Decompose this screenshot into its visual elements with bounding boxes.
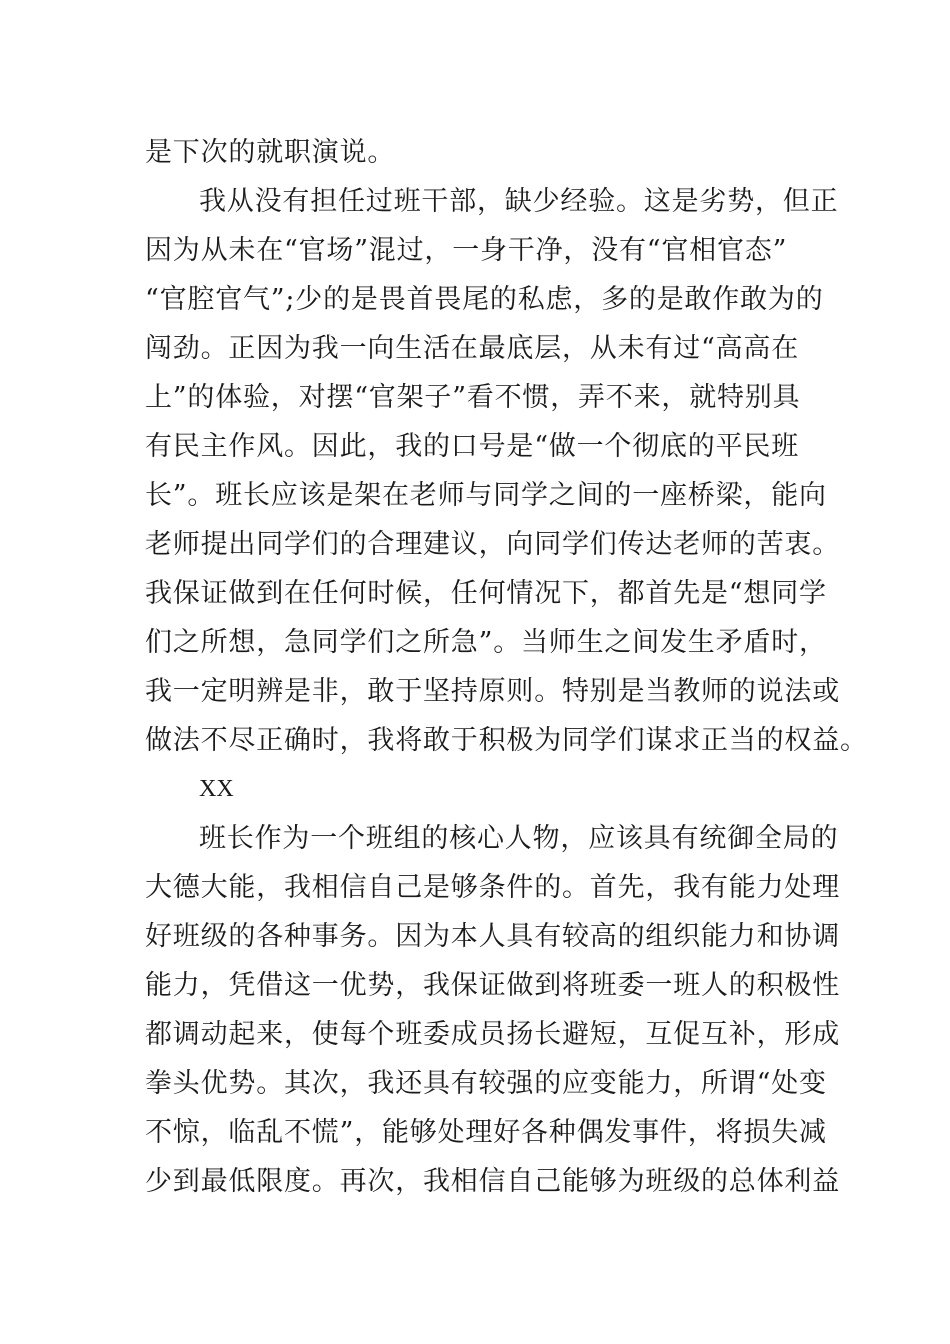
text-line: 我一定明辨是非，敢于坚持原则。特别是当教师的说法或 (145, 676, 840, 707)
section-marker: XX (199, 776, 234, 802)
text-line: 是下次的就职演说。 (145, 137, 396, 168)
text-line: 有民主作风。因此，我的口号是“做一个彻底的平民班 (145, 431, 800, 462)
text-line: 大德大能，我相信自己是够条件的。首先，我有能力处理 (145, 872, 840, 903)
text-line: 因为从未在“官场”混过，一身干净，没有“官相官态” (145, 235, 788, 266)
text-line: 闯劲。正因为我一向生活在最底层，从未有过“高高在 (145, 333, 800, 364)
text-line: 做法不尽正确时，我将敢于积极为同学们谋求正当的权益。 (145, 725, 868, 756)
text-line: 都调动起来，使每个班委成员扬长避短，互促互补，形成 (145, 1019, 840, 1050)
text-line: 少到最低限度。再次，我相信自己能够为班级的总体利益 (145, 1166, 840, 1197)
text-line: 老师提出同学们的合理建议，向同学们传达老师的苦衷。 (145, 529, 840, 560)
text-line: 好班级的各种事务。因为本人具有较高的组织能力和协调 (145, 921, 840, 952)
text-line: 拳头优势。其次，我还具有较强的应变能力，所谓“处变 (145, 1068, 827, 1099)
paragraph-start-line: 班长作为一个班组的核心人物，应该具有统御全局的 (199, 823, 839, 854)
paragraph-start-line: 我从没有担任过班干部，缺少经验。这是劣势，但正 (199, 186, 839, 217)
text-line: 长”。班长应该是架在老师与同学之间的一座桥梁，能向 (145, 480, 827, 511)
body-text (145, 128, 868, 1206)
text-line: 我保证做到在任何时候，任何情况下，都首先是“想同学 (145, 578, 827, 609)
text-line: 们之所想，急同学们之所急”。当师生之间发生矛盾时， (145, 627, 827, 658)
text-line: “官腔官气”;少的是畏首畏尾的私虑，多的是敢作敢为的 (145, 284, 824, 315)
text-line: 不惊，临乱不慌”，能够处理好各种偶发事件，将损失减 (145, 1117, 827, 1148)
text-line: 上”的体验，对摆“官架子”看不惯，弄不来，就特别具 (145, 382, 801, 413)
text-line: 能力，凭借这一优势，我保证做到将班委一班人的积极性 (145, 970, 840, 1001)
